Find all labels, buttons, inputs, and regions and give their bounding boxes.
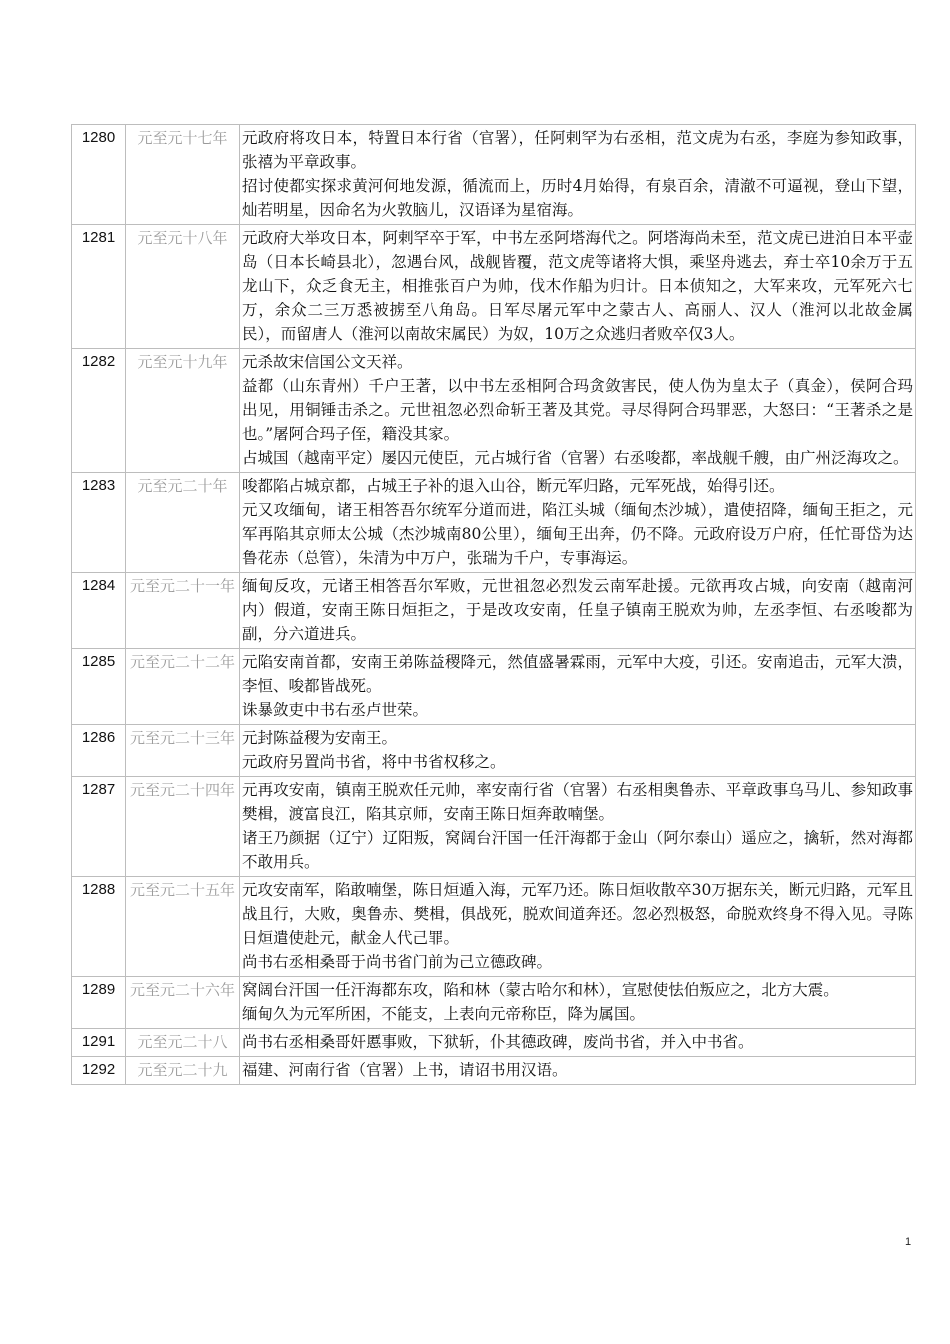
era-cell: 元至元十七年 [126,125,240,225]
event-paragraph: 元又攻缅甸，诸王相答吾尔统军分道而进，陷江头城（缅甸杰沙城），遣使招降，缅甸王拒之，元军再陷其京师太公城（杰沙城南80公里），缅甸王出奔，仍不降。元政府设万户府，任忙哥岱为达鲁花赤（总管），朱清为中万户，张瑞为千户，专事海运。 [242,501,913,567]
event-paragraph: 元陷安南首都，安南王弟陈益稷降元，然值盛暑霖雨，元军中大疫，引还。安南追击，元军大溃，李恒、唆都皆战死。 [242,653,913,695]
table-row [72,349,916,473]
era-cell: 元至元二十二年 [126,649,240,725]
event-paragraph: 益都（山东青州）千户王著，以中书左丞相阿合玛贪敛害民，使人伪为皇太子（真金），侯阿合玛出见，用铜锤击杀之。元世祖忽必烈命斩王著及其党。寻尽得阿合玛罪恶，大怒曰：“王著杀之是也。”屠阿合玛子侄，籍没其家。 [242,377,913,443]
year-cell: 1283 [72,473,126,573]
event-paragraph: 元政府将攻日本，特置日本行省（官署），任阿剌罕为右丞相，范文虎为右丞，李庭为参知政事，张禧为平章政事。 [242,129,913,171]
year-cell: 1286 [72,725,126,777]
events-cell [240,225,916,349]
year-cell: 1280 [72,125,126,225]
table-row [72,977,916,1029]
era-cell: 元至元二十一年 [126,573,240,649]
event-paragraph: 元杀故宋信国公文天祥。 [242,353,413,371]
year-cell: 1287 [72,777,126,877]
era-cell: 元至元二十四年 [126,777,240,877]
event-paragraph: 元封陈益稷为安南王。 [242,729,398,747]
event-paragraph: 尚书右丞相桑哥奸慝事败，下狱斩，仆其德政碑，废尚书省，并入中书省。 [242,1033,754,1051]
era-cell: 元至元二十九 [126,1057,240,1085]
table-row [72,725,916,777]
event-paragraph: 诸王乃颜据（辽宁）辽阳叛，窝阔台汗国一任汗海都于金山（阿尔泰山）遥应之，擒斩，然对海都不敢用兵。 [242,829,913,871]
year-cell: 1281 [72,225,126,349]
events-cell [240,1057,916,1085]
table-row [72,1029,916,1057]
era-cell: 元至元十八年 [126,225,240,349]
events-cell [240,977,916,1029]
event-paragraph: 缅甸久为元军所困，不能支，上表向元帝称臣，降为属国。 [242,1005,646,1023]
year-cell: 1291 [72,1029,126,1057]
events-cell [240,649,916,725]
event-paragraph: 元再攻安南，镇南王脱欢任元帅，率安南行省（官署）右丞相奥鲁赤、平章政事乌马儿、参知政事樊楫，渡富良江，陷其京师，安南王陈日烜奔敢喃堡。 [242,781,913,823]
table-row [72,649,916,725]
era-cell: 元至元二十六年 [126,977,240,1029]
table-row [72,125,916,225]
event-paragraph: 元攻安南军，陷敢喃堡，陈日烜遁入海，元军乃还。陈日烜收散卒30万据东关，断元归路，元军且战且行，大败，奥鲁赤、樊楫，俱战死，脱欢间道奔还。忽必烈极怒，命脱欢终身不得入见。寻陈日烜遣使赴元，献金人代己罪。 [242,881,913,947]
event-paragraph: 诛暴敛吏中书右丞卢世荣。 [242,701,429,719]
year-cell: 1292 [72,1057,126,1085]
event-paragraph: 招讨使都实探求黄河何地发源，循流而上，历时4月始得，有泉百余，清澈不可逼视，登山下望，灿若明星，因命名为火敦脑儿，汉语译为星宿海。 [242,177,913,219]
table-row [72,473,916,573]
events-cell [240,573,916,649]
event-paragraph: 唆都陷占城京都，占城王子补的退入山谷，断元军归路，元军死战，始得引还。 [242,477,785,495]
table-row [72,573,916,649]
year-cell: 1284 [72,573,126,649]
table-row [72,225,916,349]
events-cell [240,777,916,877]
page-number: 1 [905,1236,912,1248]
events-cell [240,349,916,473]
events-cell [240,473,916,573]
events-cell [240,725,916,777]
chronology-table [71,124,916,1085]
year-cell: 1289 [72,977,126,1029]
era-cell: 元至元二十三年 [126,725,240,777]
era-cell: 元至元二十八 [126,1029,240,1057]
era-cell: 元至元二十五年 [126,877,240,977]
event-paragraph: 元政府另置尚书省，将中书省权移之。 [242,753,506,771]
events-cell [240,1029,916,1057]
era-cell: 元至元二十年 [126,473,240,573]
event-paragraph: 元政府大举攻日本，阿剌罕卒于军，中书左丞阿塔海代之。阿塔海尚未至，范文虎已进泊日本平壶岛（日本长崎县北），忽遇台风，战舰皆覆，范文虎等诸将大惧，乘坚舟逃去，弃士卒10余万于五龙山下，众乏食无主，相推张百户为帅，伐木作船为归计。日本侦知之，大军来攻，元军死六七万，余众二三万悉被掳至八角岛。日军尽屠元军中之蒙古人、高丽人、汉人（淮河以北故金属民），而留唐人（淮河以南故宋属民）为奴，10万之众逃归者败卒仅3人。 [242,229,913,343]
event-paragraph: 缅甸反攻，元诸王相答吾尔军败，元世祖忽必烈发云南军赴援。元欲再攻占城，向安南（越南河内）假道，安南王陈日烜拒之，于是改攻安南，任皇子镇南王脱欢为帅，左丞李恒、右丞唆都为副，分六道进兵。 [242,577,913,643]
event-paragraph: 窝阔台汗国一任汗海都东攻，陷和林（蒙古哈尔和林），宣慰使怯伯叛应之，北方大震。 [242,981,839,999]
chronology-rows [72,125,916,1085]
year-cell: 1285 [72,649,126,725]
events-cell [240,877,916,977]
event-paragraph: 占城国（越南平定）屡囚元使臣，元占城行省（官署）右丞唆都，率战舰千艘，由广州泛海攻之。 [242,449,909,467]
table-row [72,1057,916,1085]
era-cell: 元至元十九年 [126,349,240,473]
events-cell [240,125,916,225]
year-cell: 1282 [72,349,126,473]
table-row [72,877,916,977]
table-row [72,777,916,877]
year-cell: 1288 [72,877,126,977]
event-paragraph: 尚书右丞相桑哥于尚书省门前为己立德政碑。 [242,953,553,971]
event-paragraph: 福建、河南行省（官署）上书，请诏书用汉语。 [242,1061,568,1079]
